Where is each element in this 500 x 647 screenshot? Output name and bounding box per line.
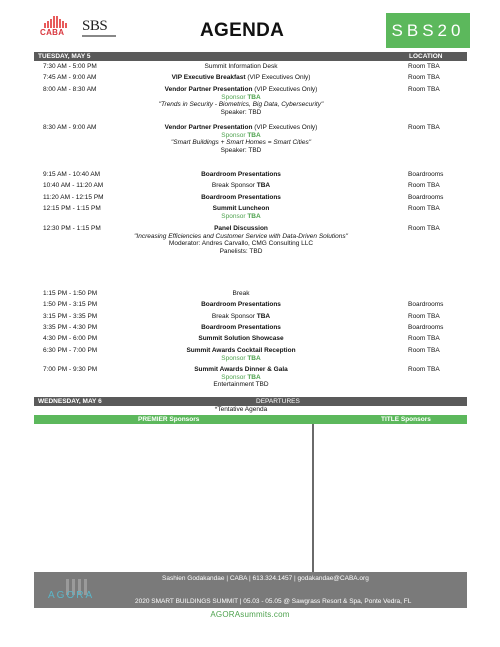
row-time: 9:15 AM - 10:40 AM bbox=[43, 171, 101, 178]
sponsor-label: Sponsor bbox=[221, 373, 248, 381]
row-title bbox=[110, 290, 372, 298]
sponsor-label: Break Sponsor bbox=[211, 182, 257, 189]
footer-contact: Sashien Godakandae | CABA | 613.324.1457 | godakandae@CABA.org bbox=[162, 575, 369, 582]
caba-logo bbox=[40, 16, 74, 38]
row-title-bold: Boardroom Presentations bbox=[201, 324, 281, 331]
day1-label: TUESDAY, MAY 5 bbox=[38, 53, 91, 60]
session-quote: "Trends in Security - Biometrics, Big Data, Cybersecurity" bbox=[158, 101, 324, 109]
row-time: 8:30 AM - 9:00 AM bbox=[43, 124, 97, 131]
row-location: Boardrooms bbox=[408, 301, 444, 308]
row-title-rest: (VIP Executives Only) bbox=[252, 86, 318, 93]
row-location: Room TBA bbox=[408, 205, 440, 212]
row-title bbox=[110, 74, 372, 82]
session-speaker: Speaker: TBD bbox=[220, 108, 262, 116]
row-title-bold: Boardroom Presentations bbox=[201, 301, 281, 308]
row-location: Room TBA bbox=[408, 124, 440, 131]
row-time: 12:30 PM - 1:15 PM bbox=[43, 225, 101, 232]
row-location: Room TBA bbox=[408, 86, 440, 93]
row-time: 7:30 AM - 5:00 PM bbox=[43, 63, 97, 70]
row-title-text: Break bbox=[232, 290, 250, 297]
row-title bbox=[110, 86, 372, 116]
sponsors-divider bbox=[312, 424, 314, 572]
sponsors-header-bar bbox=[34, 415, 467, 424]
row-time: 3:15 PM - 3:35 PM bbox=[43, 313, 98, 320]
row-title-text: Summit Information Desk bbox=[204, 63, 278, 70]
sponsor-value: TBA bbox=[256, 182, 271, 189]
row-time: 8:00 AM - 8:30 AM bbox=[43, 86, 97, 93]
sbs-logo-text: SBS bbox=[82, 18, 108, 34]
row-title bbox=[110, 124, 372, 154]
row-title bbox=[110, 335, 372, 343]
sponsor-value: TBA bbox=[247, 131, 261, 139]
sbs-logo bbox=[82, 18, 116, 40]
row-title-bold: VIP Executive Breakfast bbox=[171, 74, 246, 81]
day2-header-bar bbox=[34, 397, 467, 406]
row-title-bold: Summit Awards Cocktail Reception bbox=[186, 347, 296, 354]
sponsor-label: Sponsor bbox=[221, 212, 248, 220]
row-location: Room TBA bbox=[408, 63, 440, 70]
premier-sponsors-label: PREMIER Sponsors bbox=[138, 416, 200, 423]
session-quote: "Increasing Efficiencies and Customer Service with Data-Driven Solutions" bbox=[134, 232, 348, 240]
caba-bars-icon bbox=[44, 16, 68, 28]
sponsor-value: TBA bbox=[247, 354, 261, 362]
row-title bbox=[110, 347, 372, 362]
row-title-bold: Vendor Partner Presentation bbox=[164, 86, 253, 93]
row-title-rest: (VIP Executives Only) bbox=[252, 124, 318, 131]
header bbox=[0, 0, 500, 50]
row-time: 7:45 AM - 9:00 AM bbox=[43, 74, 97, 81]
row-title bbox=[110, 301, 372, 309]
row-location: Room TBA bbox=[408, 335, 440, 342]
row-time: 10:40 AM - 11:20 AM bbox=[43, 182, 104, 189]
row-time: 12:15 PM - 1:15 PM bbox=[43, 205, 101, 212]
caba-logo-text: CABA bbox=[40, 28, 65, 37]
agora-logo-text: AGORA bbox=[48, 590, 95, 601]
row-title bbox=[110, 225, 372, 255]
row-title-bold: Summit Luncheon bbox=[212, 205, 270, 212]
sponsor-value: TBA bbox=[247, 212, 261, 220]
row-location: Room TBA bbox=[408, 74, 440, 81]
row-title-bold: Boardroom Presentations bbox=[201, 194, 281, 201]
row-title-bold: Boardroom Presentations bbox=[201, 171, 281, 178]
agora-logo bbox=[48, 579, 104, 606]
sponsor-label: Sponsor bbox=[221, 354, 248, 362]
footer-url-link[interactable]: AGORAsummits.com bbox=[210, 610, 290, 619]
row-time: 11:20 AM - 12:15 PM bbox=[43, 194, 104, 201]
row-title bbox=[110, 366, 372, 389]
session-panelists: Panelists: TBD bbox=[219, 247, 263, 255]
tentative-note: *Tentative Agenda bbox=[214, 406, 268, 413]
row-title bbox=[110, 182, 372, 190]
page-title: AGENDA bbox=[200, 20, 285, 41]
row-time: 1:50 PM - 3:15 PM bbox=[43, 301, 98, 308]
title-sponsors-label: TITLE Sponsors bbox=[381, 416, 431, 423]
row-title bbox=[110, 194, 372, 202]
row-title bbox=[110, 324, 372, 332]
row-title-bold: Vendor Partner Presentation bbox=[164, 124, 253, 131]
footer-bar bbox=[34, 572, 467, 608]
row-title bbox=[110, 205, 372, 220]
day2-label: WEDNESDAY, MAY 6 bbox=[38, 398, 102, 405]
row-location: Room TBA bbox=[408, 182, 440, 189]
sponsor-label: Sponsor bbox=[221, 93, 248, 101]
row-title-bold: Summit Solution Showcase bbox=[198, 335, 284, 342]
session-quote: "Smart Buildings + Smart Homes = Smart Cities" bbox=[170, 139, 312, 147]
row-time: 4:30 PM - 6:00 PM bbox=[43, 335, 98, 342]
row-location: Boardrooms bbox=[408, 194, 444, 201]
sponsor-value: TBA bbox=[256, 313, 271, 320]
session-moderator: Moderator: Andres Carvallo, CMG Consulting LLC bbox=[168, 240, 314, 248]
row-location: Room TBA bbox=[408, 366, 440, 373]
row-title bbox=[110, 171, 372, 179]
sponsor-label: Sponsor bbox=[221, 131, 248, 139]
sbs20-badge: SBS20 bbox=[386, 13, 470, 48]
session-entertainment: Entertainment TBD bbox=[213, 381, 269, 389]
row-location: Room TBA bbox=[408, 347, 440, 354]
row-time: 1:15 PM - 1:50 PM bbox=[43, 290, 98, 297]
row-location: Boardrooms bbox=[408, 171, 444, 178]
row-title bbox=[110, 63, 372, 71]
day2-departures: DEPARTURES bbox=[256, 398, 300, 405]
location-header: LOCATION bbox=[409, 53, 443, 60]
day1-header-bar bbox=[34, 52, 467, 61]
sponsor-value: TBA bbox=[247, 93, 261, 101]
row-location: Room TBA bbox=[408, 225, 440, 232]
row-time: 7:00 PM - 9:30 PM bbox=[43, 366, 98, 373]
row-location: Boardrooms bbox=[408, 324, 444, 331]
sponsor-label: Break Sponsor bbox=[211, 313, 257, 320]
sbs-logo-underline bbox=[82, 35, 116, 37]
row-time: 6:30 PM - 7:00 PM bbox=[43, 347, 98, 354]
row-title bbox=[110, 313, 372, 321]
sponsor-value: TBA bbox=[247, 373, 261, 381]
row-time: 3:35 PM - 4:30 PM bbox=[43, 324, 98, 331]
session-speaker: Speaker: TBD bbox=[220, 146, 262, 154]
row-title-bold: Panel Discussion bbox=[214, 225, 268, 232]
row-title-bold: Summit Awards Dinner & Gala bbox=[194, 366, 288, 373]
footer-event: 2020 SMART BUILDINGS SUMMIT | 05.03 - 05.05 @ Sawgrass Resort & Spa, Ponte Vedra, FL bbox=[135, 598, 412, 605]
row-title-rest: (VIP Executives Only) bbox=[245, 74, 311, 81]
row-location: Room TBA bbox=[408, 313, 440, 320]
